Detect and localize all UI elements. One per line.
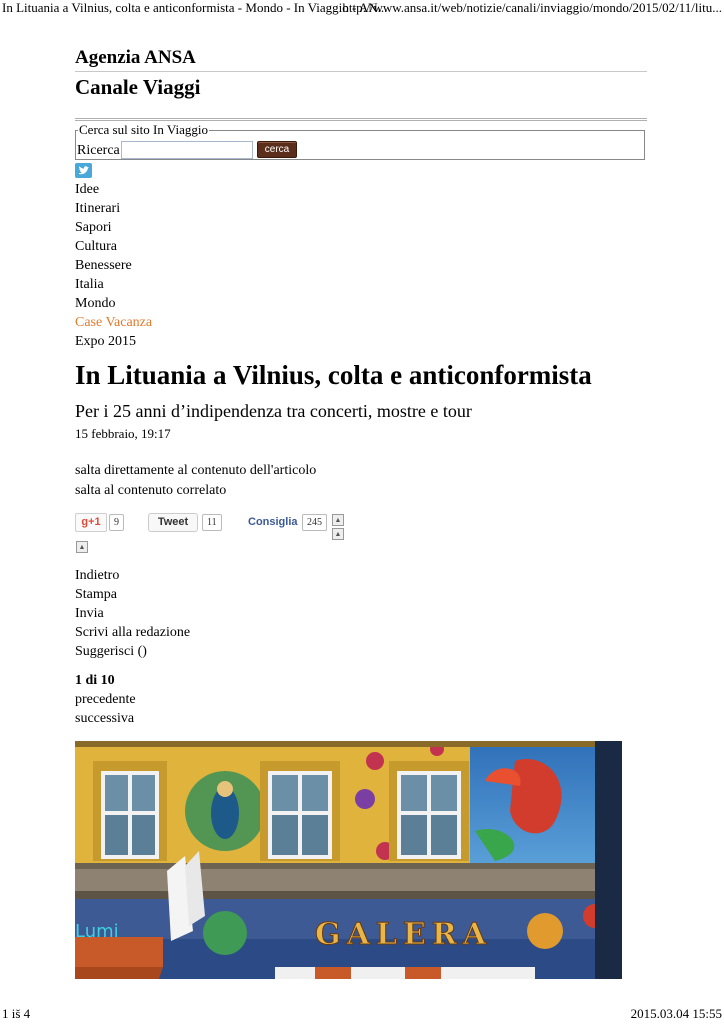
- print-page-title: In Lituania a Vilnius, colta e anticonformista - Mondo - In Viaggio - AN...: [2, 0, 388, 15]
- nav-item-itinerari[interactable]: Itinerari: [75, 201, 121, 216]
- gallery-previous-link[interactable]: precedente: [75, 692, 136, 707]
- print-url: http://www.ansa.it/web/notizie/canali/inviaggio/mondo/2015/02/11/litu...: [342, 0, 722, 15]
- article-title: In Lituania a Vilnius, colta e anticonformista: [75, 360, 592, 390]
- nav-item-cultura[interactable]: Cultura: [75, 239, 117, 254]
- tweet-button[interactable]: Tweet: [148, 513, 198, 532]
- article-subtitle: Per i 25 anni d’indipendenza tra concerti, mostre e tour: [75, 401, 472, 421]
- nav-item-sapori[interactable]: Sapori: [75, 220, 112, 235]
- gallery-counter: 1 di 10: [75, 673, 115, 688]
- gplus-count: 9: [109, 514, 124, 531]
- share-icon[interactable]: ▲: [332, 528, 344, 540]
- back-link[interactable]: Indietro: [75, 568, 120, 583]
- nav-item-italia[interactable]: Italia: [75, 277, 104, 292]
- article-actions: [75, 566, 190, 661]
- print-link[interactable]: Stampa: [75, 587, 117, 602]
- gallery-photo[interactable]: [75, 741, 622, 979]
- section-nav: [75, 180, 152, 351]
- search-button[interactable]: cerca: [257, 141, 297, 158]
- nav-item-case-vacanza[interactable]: Case Vacanza: [75, 315, 153, 330]
- nav-item-mondo[interactable]: Mondo: [75, 296, 116, 311]
- print-page-number: 1 iš 4: [2, 1006, 31, 1021]
- article-date: 15 febbraio, 19:17: [75, 426, 171, 441]
- nav-item-idee[interactable]: Idee: [75, 182, 100, 197]
- photo-sign-lumi: Lumi: [75, 921, 119, 942]
- share-icon[interactable]: ▲: [332, 514, 344, 526]
- search-label: Ricerca: [77, 143, 120, 158]
- suggest-link[interactable]: Suggerisci (): [75, 644, 147, 659]
- twitter-icon[interactable]: [75, 163, 92, 178]
- channel-name[interactable]: Canale Viaggi: [75, 75, 201, 99]
- send-link[interactable]: Invia: [75, 606, 104, 621]
- share-icon[interactable]: ▲: [76, 541, 88, 553]
- print-timestamp: 2015.03.04 15:55: [630, 1006, 722, 1021]
- nav-item-expo-2015[interactable]: Expo 2015: [75, 334, 137, 349]
- search-input[interactable]: [121, 141, 253, 159]
- divider: [75, 71, 647, 72]
- skip-to-related-link[interactable]: salta al contenuto correlato: [75, 483, 227, 498]
- tweet-count: 11: [202, 514, 222, 531]
- like-count: 245: [302, 514, 327, 531]
- search-legend: Cerca sul sito In Viaggio: [79, 122, 208, 137]
- photo-sign-galera: GALERA: [315, 917, 493, 952]
- write-editor-link[interactable]: Scrivi alla redazione: [75, 625, 191, 640]
- agency-name[interactable]: Agenzia ANSA: [75, 47, 196, 68]
- gallery-next-link[interactable]: successiva: [75, 711, 135, 726]
- divider: [75, 118, 647, 121]
- gplus-button[interactable]: g+1: [75, 513, 107, 532]
- skip-to-content-link[interactable]: salta direttamente al contenuto dell'articolo: [75, 463, 317, 478]
- nav-item-benessere[interactable]: Benessere: [75, 258, 132, 273]
- like-button[interactable]: Consiglia: [248, 516, 298, 528]
